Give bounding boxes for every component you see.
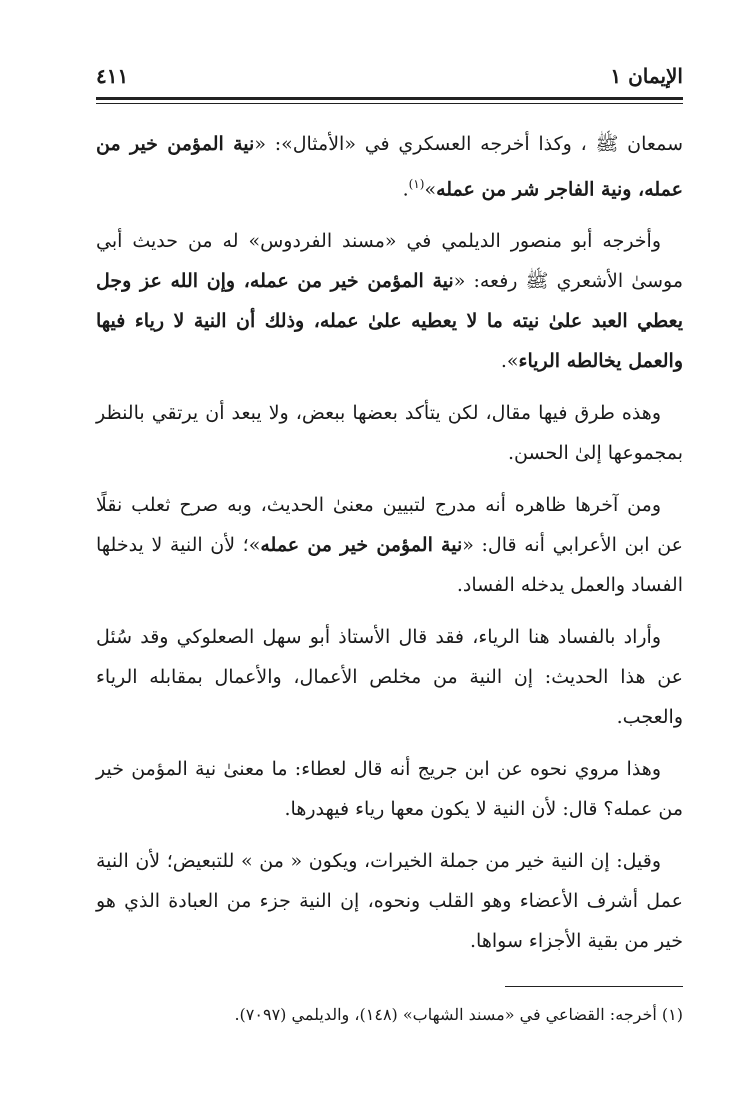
paragraph-7: وقيل: إن النية خير من جملة الخيرات، ويكون « من » للتبعيض؛ لأن النية عمل أشرف الأعضاء وهو القلب ونحوه، إن النية جزء من العبادة الذي هو خير من بقية الأجزاء سواها. bbox=[96, 850, 683, 953]
paragraph-4-text: ومن آخرها ظاهره أنه مدرج لتبيين معنىٰ الحديث، وبه صرح ثعلب نقلًا عن ابن الأعرابي أنه قال: « bbox=[96, 494, 684, 557]
page-header bbox=[96, 60, 683, 94]
body-text bbox=[96, 124, 683, 973]
paragraph-1 bbox=[96, 124, 683, 209]
paragraph-1-end: . bbox=[402, 178, 409, 201]
paragraph-2 bbox=[96, 221, 683, 381]
paragraph-1-text: سمعان ﷺ ، وكذا أخرجه العسكري في «الأمثال»: « bbox=[254, 133, 683, 155]
paragraph-2-close: ». bbox=[500, 350, 519, 373]
paragraph-4 bbox=[96, 485, 683, 605]
paragraph-4-rest: »؛ لأن النية لا يدخلها الفساد والعمل يدخله الفساد. bbox=[96, 534, 683, 597]
running-title: الإيمان ١ bbox=[610, 64, 683, 88]
footnote: (١) أخرجه: القضاعي في «مسند الشهاب» (١٤٨)، والديلمي (٧٠٩٧). bbox=[234, 1005, 683, 1024]
footnote-marker: (١) bbox=[408, 177, 425, 191]
paragraph-1-close: » bbox=[424, 178, 437, 201]
footnote-separator bbox=[505, 986, 683, 987]
paragraph-4-quote: نية المؤمن خير من عمله bbox=[260, 534, 463, 557]
paragraph-2-text: وأخرجه أبو منصور الديلمي في «مسند الفردوس» له من حديث أبي موسىٰ الأشعري ﷺ رفعه: « bbox=[96, 230, 683, 293]
page-number: ٤١١ bbox=[96, 64, 129, 88]
paragraph-2-quote: نية المؤمن خير من عمله، وإن الله عز وجل يعطي العبد علىٰ نيته ما لا يعطيه علىٰ عمله، وذلك أن النية لا رياء فيها والعمل يخالطه الرياء bbox=[96, 270, 683, 373]
paragraph-5: وأراد بالفساد هنا الرياء، فقد قال الأستاذ أبو سهل الصعلوكي وقد سُئل عن هذا الحديث: إن النية من مخلص الأعمال، والأعمال بمقابله الرياء والعجب. bbox=[96, 626, 683, 729]
header-rule-thick bbox=[96, 97, 683, 100]
paragraph-3: وهذه طرق فيها مقال، لكن يتأكد بعضها ببعض، ولا يبعد أن يرتقي بالنظر بمجموعها إلىٰ الحسن. bbox=[96, 402, 683, 465]
header-rule-thin bbox=[96, 103, 683, 104]
paragraph-6: وهذا مروي نحوه عن ابن جريج أنه قال لعطاء: ما معنىٰ نية المؤمن خير من عمله؟ قال: لأن النية لا يكون معها رياء فيهدرها. bbox=[96, 758, 683, 821]
paragraph-1-quote: نية المؤمن خير من عمله، ونية الفاجر شر من عمله bbox=[96, 133, 683, 201]
